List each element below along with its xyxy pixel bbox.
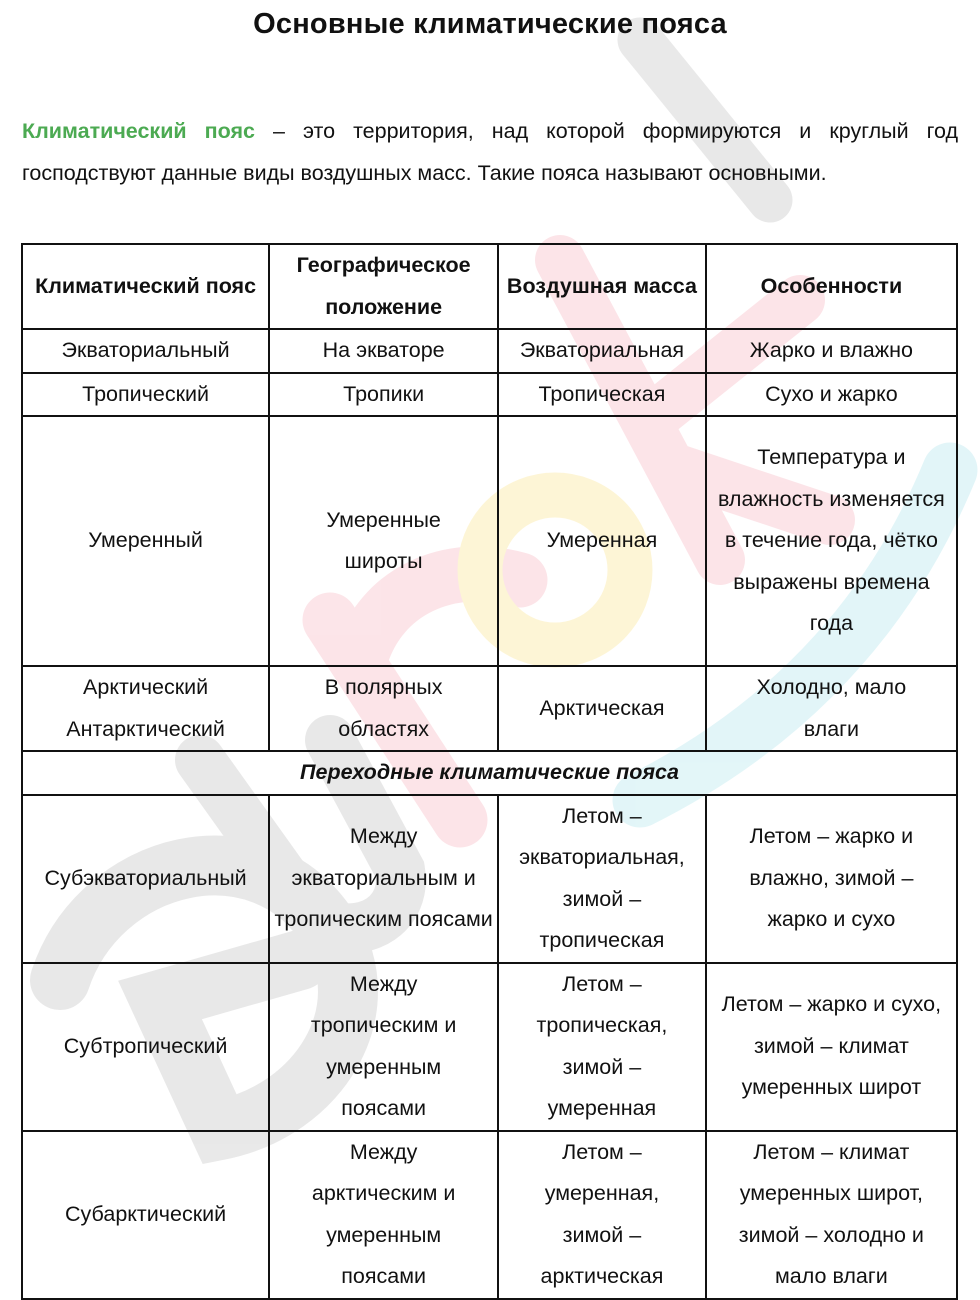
intro-text: – это территория, над которой формируются и круглый год господствуют данные виды воздушных масс. Такие пояса называют основными. — [22, 119, 958, 185]
table-row — [22, 416, 957, 666]
table-row — [22, 795, 957, 963]
cell-features: Летом – жарко и влажно, зимой – жарко и сухо — [706, 795, 957, 963]
cell-features: Холодно, мало влаги — [706, 666, 957, 751]
cell-zone: Субарктический — [22, 1131, 269, 1299]
cell-features: Сухо и жарко — [706, 373, 957, 417]
header-features: Особенности — [706, 244, 957, 329]
cell-features: Температура и влажность изменяется в течение года, чётко выражены времена года — [706, 416, 957, 666]
table-row — [22, 1131, 957, 1299]
table-header-row — [22, 244, 957, 329]
header-zone: Климатический пояс — [22, 244, 269, 329]
cell-zone: Тропический — [22, 373, 269, 417]
cell-air-mass: Летом – экваториальная, зимой – тропическая — [498, 795, 706, 963]
cell-features: Летом – жарко и сухо, зимой – климат умеренных широт — [706, 963, 957, 1131]
cell-zone: Экваториальный — [22, 329, 269, 373]
table-row — [22, 963, 957, 1131]
intro-term: Климатический пояс — [22, 119, 255, 143]
cell-air-mass: Арктическая — [498, 666, 706, 751]
cell-location: Умеренные широты — [269, 416, 498, 666]
page-title: Основные климатические пояса — [253, 8, 727, 40]
climate-zones-table — [21, 243, 958, 1300]
cell-air-mass: Умеренная — [498, 416, 706, 666]
table-row — [22, 329, 957, 373]
cell-air-mass: Летом – тропическая, зимой – умеренная — [498, 963, 706, 1131]
cell-location: Между экваториальным и тропическим поясами — [269, 795, 498, 963]
table-row — [22, 373, 957, 417]
cell-zone: Умеренный — [22, 416, 269, 666]
cell-air-mass: Летом – умеренная, зимой – арктическая — [498, 1131, 706, 1299]
section-title-row — [22, 751, 957, 795]
cell-location: На экваторе — [269, 329, 498, 373]
cell-features: Жарко и влажно — [706, 329, 957, 373]
cell-location: В полярных областях — [269, 666, 498, 751]
cell-air-mass: Тропическая — [498, 373, 706, 417]
cell-zone: Субэкваториальный — [22, 795, 269, 963]
cell-zone: Субтропический — [22, 963, 269, 1131]
cell-zone: Арктический Антарктический — [22, 666, 269, 751]
cell-location: Между арктическим и умеренным поясами — [269, 1131, 498, 1299]
cell-location: Между тропическим и умеренным поясами — [269, 963, 498, 1131]
section-title: Переходные климатические пояса — [22, 751, 957, 795]
cell-air-mass: Экваториальная — [498, 329, 706, 373]
intro-paragraph — [22, 110, 958, 194]
cell-location: Тропики — [269, 373, 498, 417]
header-location: Географическое положение — [269, 244, 498, 329]
table-row — [22, 666, 957, 751]
cell-features: Летом – климат умеренных широт, зимой – холодно и мало влаги — [706, 1131, 957, 1299]
header-air-mass: Воздушная масса — [498, 244, 706, 329]
